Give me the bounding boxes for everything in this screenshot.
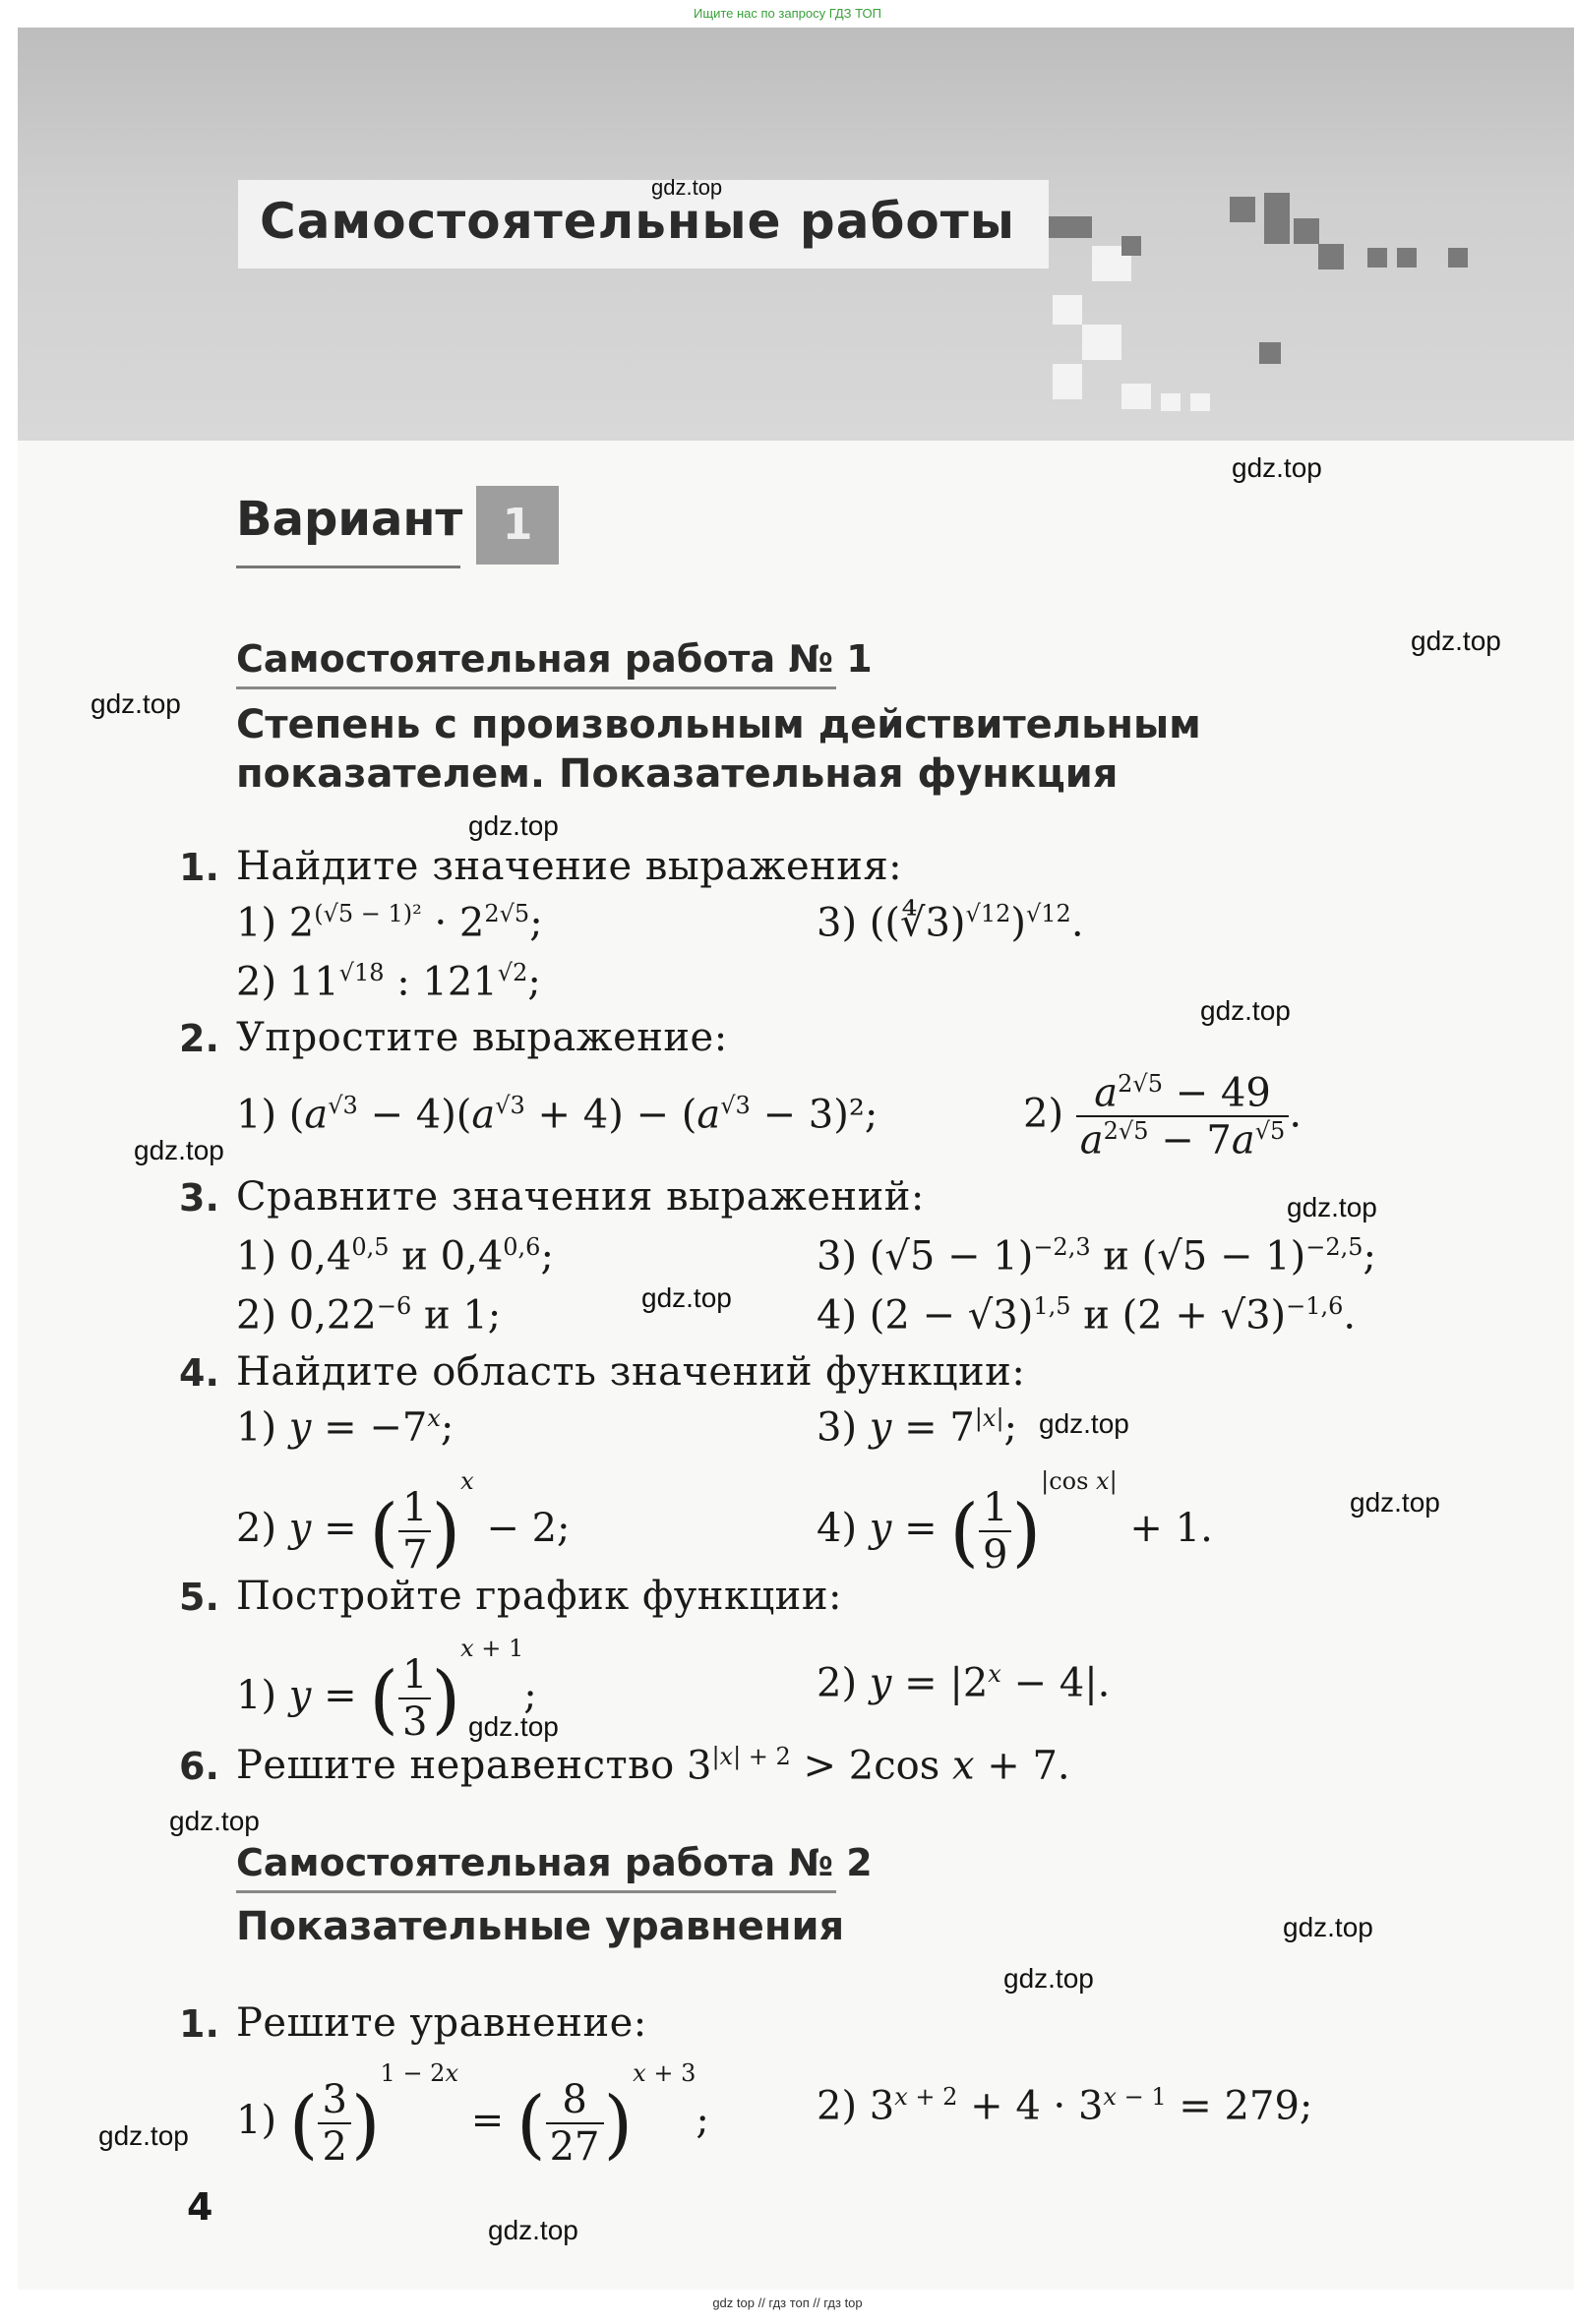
- watermark: gdz.top: [468, 1711, 559, 1742]
- watermark: gdz.top: [1287, 1192, 1377, 1222]
- task-number: 4.: [179, 1351, 219, 1395]
- task-text: Упростите выражение:: [236, 1015, 728, 1060]
- task3-item3: 3) $(√5 - 1)^{-2,3}$ и $(√5 - 1)^{-2,5}$;: [817, 1233, 1376, 1280]
- watermark: gdz.top: [1232, 452, 1322, 483]
- header-title: Самостоятельные работы: [260, 193, 1015, 250]
- bottom-link[interactable]: gdz top // гдз топ // гдз top: [712, 2295, 863, 2310]
- work1-title: Самостоятельная работа № 1: [236, 637, 873, 681]
- work2-topic: Показательные уравнения: [236, 1904, 845, 1949]
- task4-item4: 4) y = ( $\frac{1}{9}$ )$^{|cos x|}$ + 1.: [817, 1467, 1213, 1578]
- watermark: gdz.top: [134, 1135, 224, 1165]
- variant-label: Вариант: [236, 492, 463, 547]
- task-number: 5.: [179, 1576, 219, 1619]
- task1-item1: 1) $2^{(√5 - 1)^2} \cdot 2^{2√5}$;: [236, 900, 543, 946]
- watermark: gdz.top: [1039, 1408, 1129, 1439]
- task2-item2: 2) $\frac{a^{2√5} - 49}{a^{2√5} - 7a^{√5}}$ .: [1023, 1070, 1302, 1163]
- task-number: 3.: [179, 1176, 219, 1220]
- task-text: Решите неравенство: [236, 1743, 675, 1788]
- watermark: gdz.top: [169, 1806, 260, 1836]
- task1-item3: 3) ((∜3)$^{√12}$)$^{√12}$.: [817, 900, 1084, 946]
- task6-inequality: $3^{|x| + 2} > 2\cos$ x + 7.: [687, 1743, 1070, 1789]
- watermark: gdz.top: [1200, 995, 1291, 1026]
- watermark: gdz.top: [1411, 626, 1501, 656]
- work1-title-underline: [236, 686, 836, 689]
- task-number: 2.: [179, 1017, 219, 1060]
- task-number: 1.: [179, 846, 219, 889]
- variant-number: 1: [476, 486, 559, 565]
- task5-item2: 2) $y = |2^x - 4|$.: [817, 1660, 1111, 1706]
- task3-item1: 1) 0,4$^{0,5}$ и 0,4$^{0,6}$;: [236, 1233, 554, 1280]
- task3-item4: 4) $(2 - √3)^{1,5}$ и $(2 + √3)^{-1,6}$.: [817, 1292, 1357, 1339]
- task1-item2: 2) $11^{√18}$ : $121^{√2}$;: [236, 959, 541, 1005]
- work2-task1-item1: 1) ( $\frac{3}{2}$ )$^{1 - 2x}$ = ( $\frac{8}{27}$ )$^{x + 3}$;: [236, 2059, 709, 2170]
- task2-item1: 1) $(a^{√3} - 4)(a^{√3} + 4) - (a^{√3} - 3)^2$;: [236, 1092, 878, 1138]
- task-text: Найдите значение выражения:: [236, 844, 903, 889]
- work2-title-underline: [236, 1890, 836, 1893]
- task-text: Решите уравнение:: [236, 2000, 647, 2046]
- task4-item1: 1) $y = -7^x$;: [236, 1404, 454, 1451]
- task-text: Найдите область значений функции:: [236, 1349, 1026, 1395]
- watermark: gdz.top: [98, 2120, 189, 2151]
- work1-topic-line1: Степень с произвольным действительным: [236, 702, 1201, 747]
- watermark: gdz.top: [488, 2215, 578, 2245]
- variant-underline: [236, 566, 460, 568]
- task-number: 6.: [179, 1745, 219, 1788]
- task-number: 1.: [179, 2002, 219, 2046]
- watermark: gdz.top: [1283, 1912, 1373, 1942]
- task5-item1: 1) y = ( $\frac{1}{3}$ )$^{x + 1}$;: [236, 1635, 537, 1745]
- task3-item2: 2) $0,22^{-6}$ и 1;: [236, 1292, 502, 1339]
- top-link[interactable]: Ищите нас по запросу ГДЗ ТОП: [694, 6, 881, 21]
- work2-task1-item2: 2) $3^{x + 2} + 4 \cdot 3^{x - 1} = 279$;: [817, 2083, 1313, 2129]
- work1-topic-line2: показателем. Показательная функция: [236, 751, 1119, 797]
- work2-title: Самостоятельная работа № 2: [236, 1841, 873, 1884]
- task4-item2: 2) y = ( $\frac{1}{7}$ )$^x$ − 2;: [236, 1467, 571, 1578]
- watermark: gdz.top: [641, 1282, 732, 1313]
- watermark: gdz.top: [91, 688, 181, 719]
- watermark: gdz.top: [468, 810, 559, 841]
- page-number: 4: [187, 2185, 213, 2229]
- watermark: gdz.top: [1003, 1963, 1094, 1994]
- task4-item3: 3) $y = 7^{|x|}$;: [817, 1404, 1018, 1451]
- task-text: Сравните значения выражений:: [236, 1174, 925, 1220]
- watermark: gdz.top: [651, 175, 723, 200]
- task-text: Постройте график функции:: [236, 1574, 842, 1619]
- watermark: gdz.top: [1350, 1487, 1440, 1518]
